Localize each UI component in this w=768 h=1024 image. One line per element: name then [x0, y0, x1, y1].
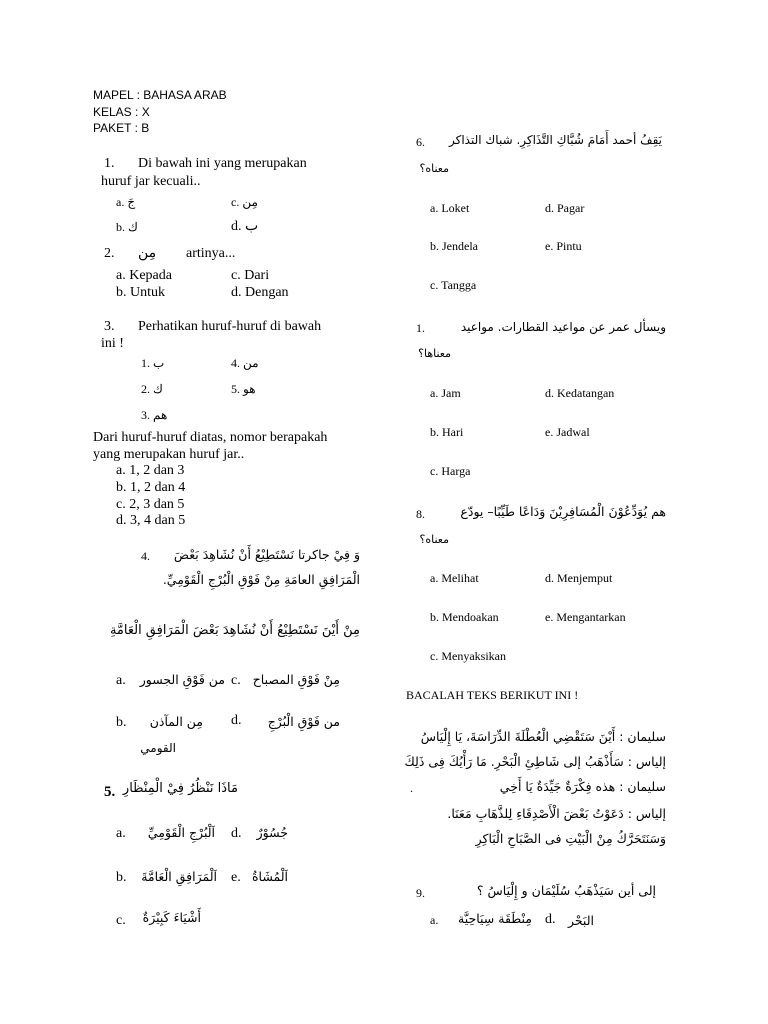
q7-option-e: e. Jadwal	[545, 425, 590, 439]
reading-line-2: إلياس : سَأَذْهَبُ إلى شَاطِئِ الْبَحْرِ. مَا رَأْيُكَ فِى ذَلِكَ	[404, 754, 666, 769]
reading-line-4: إلياس : دَعَوْتُ بَعْضَ الْأَصْدِقَاءِ لِلذَّهَابِ مَعَنَا.	[447, 806, 666, 821]
q7-option-b: b. Hari	[430, 425, 464, 439]
q2-option-c: c. Dari	[231, 268, 270, 283]
q3-item-1: 1. ب	[141, 356, 165, 370]
q5-option-a: اَلْبُرْجِ الْقَوْمِيِّ	[147, 825, 215, 840]
q5-option-a-label: a.	[116, 826, 126, 841]
q4-option-b: مِن المآذن	[149, 714, 203, 729]
q7-option-c: c. Harga	[430, 464, 471, 478]
q3-option-c: c. 2, 3 dan 5	[116, 497, 185, 512]
reading-line-1: سليمان : أَيْنَ سَتَقْضِي الْعُطْلَةَ الدِّرَاسَةَ، يَا إِلْيَاسُ	[420, 729, 666, 744]
q4-option-c-label: c.	[231, 673, 241, 688]
q4-text-1: وَ فِيْ جاكرتا نَسْتَطِيْعُ أَنْ نُشَاهِدَ بَعْضَ	[173, 547, 360, 562]
q8-option-c: c. Menyaksikan	[430, 649, 506, 663]
q5-option-d-label: d.	[231, 826, 242, 841]
q2-number: 2.	[104, 246, 115, 261]
q5-option-b: اَلْمَرَافِقِ الْعَامَّةَ	[141, 869, 217, 884]
q3-text-2: ini !	[101, 336, 124, 351]
reading-title: BACALAH TEKS BERIKUT INI !	[406, 688, 579, 702]
q7-text: ويسأل عمر عن مواعيد القطارات. مواعيد	[460, 320, 666, 334]
reading-line-5: وَسَنَتَحَرَّكُ مِنْ الْبَيْتِ فى الصَّبَاحِ الْبَاكِرِ	[475, 831, 666, 846]
q4-option-a-label: a.	[116, 673, 126, 688]
q9-option-d-label: d.	[545, 912, 556, 927]
q3-item-5: 5. هو	[231, 382, 256, 396]
q7-meaning: معناها؟	[418, 347, 451, 360]
q9-number: 9.	[416, 886, 425, 900]
q6-option-c: c. Tangga	[430, 278, 477, 292]
q2-word: مِن	[138, 246, 157, 261]
q3-text: Perhatikan huruf-huruf di bawah	[138, 319, 322, 334]
q4-question: مِنْ أَيْنَ نَسْتَطِيْعُ أَنْ نُشَاهِدَ بَعْضَ الْمَرَافِقِ الْعَامَّةِ	[109, 623, 360, 638]
q4-option-c: مِنْ فَوْقِ المصباح	[252, 672, 340, 687]
q9-option-a: مِنْطَقَة سِيَاحِيَّة	[458, 911, 532, 926]
q7-option-d: d. Kedatangan	[545, 386, 615, 400]
q4-option-d-2: القومي	[140, 741, 176, 755]
q3-question: Dari huruf-huruf diatas, nomor berapakah	[93, 430, 328, 445]
q5-option-c: أَشْيَاءَ كَبِيْرَةٌ	[142, 910, 201, 925]
q9-option-d: البَحْر	[567, 913, 594, 928]
q8-option-e: e. Mengantarkan	[545, 610, 626, 624]
q3-option-a: a. 1, 2 dan 3	[116, 463, 185, 478]
q4-option-d-label: d.	[231, 713, 242, 728]
q8-option-b: b. Mendoakan	[430, 610, 499, 624]
q2-option-b: b. Untuk	[116, 285, 165, 300]
q5-option-e-label: e.	[231, 870, 241, 885]
q4-option-a: من فَوْقِ الجسور	[139, 672, 225, 687]
q1-text: Di bawah ini yang merupakan	[138, 156, 307, 171]
q6-option-e: e. Pintu	[545, 239, 582, 253]
q1-option-a: a. جَ	[116, 195, 136, 209]
q6-number: 6.	[416, 135, 425, 149]
q2-option-a: a. Kepada	[116, 268, 172, 283]
q8-option-a: a. Melihat	[430, 571, 479, 585]
q1-option-b: b. ك	[116, 220, 138, 234]
q5-option-d: جُسُوْرٌ	[256, 825, 288, 840]
q2-option-d: d. Dengan	[231, 285, 289, 300]
q3-item-2: 2. ك	[141, 382, 163, 396]
q5-option-c-label: c.	[116, 913, 126, 928]
q6-option-b: b. Jendela	[430, 239, 478, 253]
q4-text-2: الْمَرَافِقِ العامَةِ مِنْ فَوْقِ الْبُرْجِ الْقَوْمِيِّ.	[162, 572, 360, 587]
q1-number: 1.	[104, 156, 115, 171]
q8-option-d: d. Menjemput	[545, 571, 613, 585]
q3-item-4: 4. من	[231, 356, 259, 370]
q5-text: مَاذَا نَنْظُرُ فِيْ الْمِنْظَارِ	[122, 781, 238, 796]
q5-option-e: اَلْمُشَاةُ	[251, 869, 288, 884]
q8-meaning: معناه؟	[419, 533, 449, 546]
reading-line-3: سليمان : هذه فِكْرَةٌ جَيِّدَةٌ يَا أَخِي	[499, 779, 666, 794]
q9-text: إلى أين سَيَذْهَبُ سُلَيْمَان و إِلْيَاسُ ؟	[476, 883, 656, 898]
q8-text: هم يُوَدِّعُوْنَ الْمُسَافِرِيْنَ وَدَاعًا طَيِّبًا– يودّع	[460, 504, 666, 519]
q3-number: 3.	[104, 319, 115, 334]
q4-option-d: من فَوْقِ الْبُرْجِ	[267, 714, 340, 729]
q4-number: 4.	[141, 549, 150, 563]
q7-number: 1.	[416, 321, 425, 335]
q3-option-d: d. 3, 4 dan 5	[116, 513, 186, 528]
q3-item-3: 3. هم	[141, 408, 168, 422]
package-label: PAKET : B	[93, 121, 150, 135]
q1-text-2: huruf jar kecuali..	[101, 174, 201, 189]
q1-option-c: c. مِن	[231, 195, 258, 209]
q5-option-b-label: b.	[116, 870, 127, 885]
q8-number: 8.	[416, 507, 425, 521]
q5-number: 5.	[104, 784, 116, 800]
q7-option-a: a. Jam	[430, 386, 461, 400]
q6-meaning: معناه؟	[419, 162, 449, 175]
q6-option-d: d. Pagar	[545, 201, 585, 215]
q2-text: artinya...	[186, 246, 236, 261]
subject-label: MAPEL : BAHASA ARAB	[93, 88, 227, 102]
class-label: KELAS : X	[93, 105, 150, 119]
q4-option-b-label: b.	[116, 715, 127, 730]
q3-question-2: yang merupakan huruf jar..	[93, 447, 245, 462]
q6-text: يَقِفُ أحمد أَمَامَ شُبَّاكِ التَّذَاكِرِ. شباك التذاكر	[449, 133, 662, 147]
reading-dot: .	[410, 781, 413, 795]
q6-option-a: a. Loket	[430, 201, 470, 215]
q3-option-b: b. 1, 2 dan 4	[116, 480, 186, 495]
q9-option-a-label: a.	[430, 913, 439, 927]
q1-option-d: d. ب	[231, 219, 259, 234]
